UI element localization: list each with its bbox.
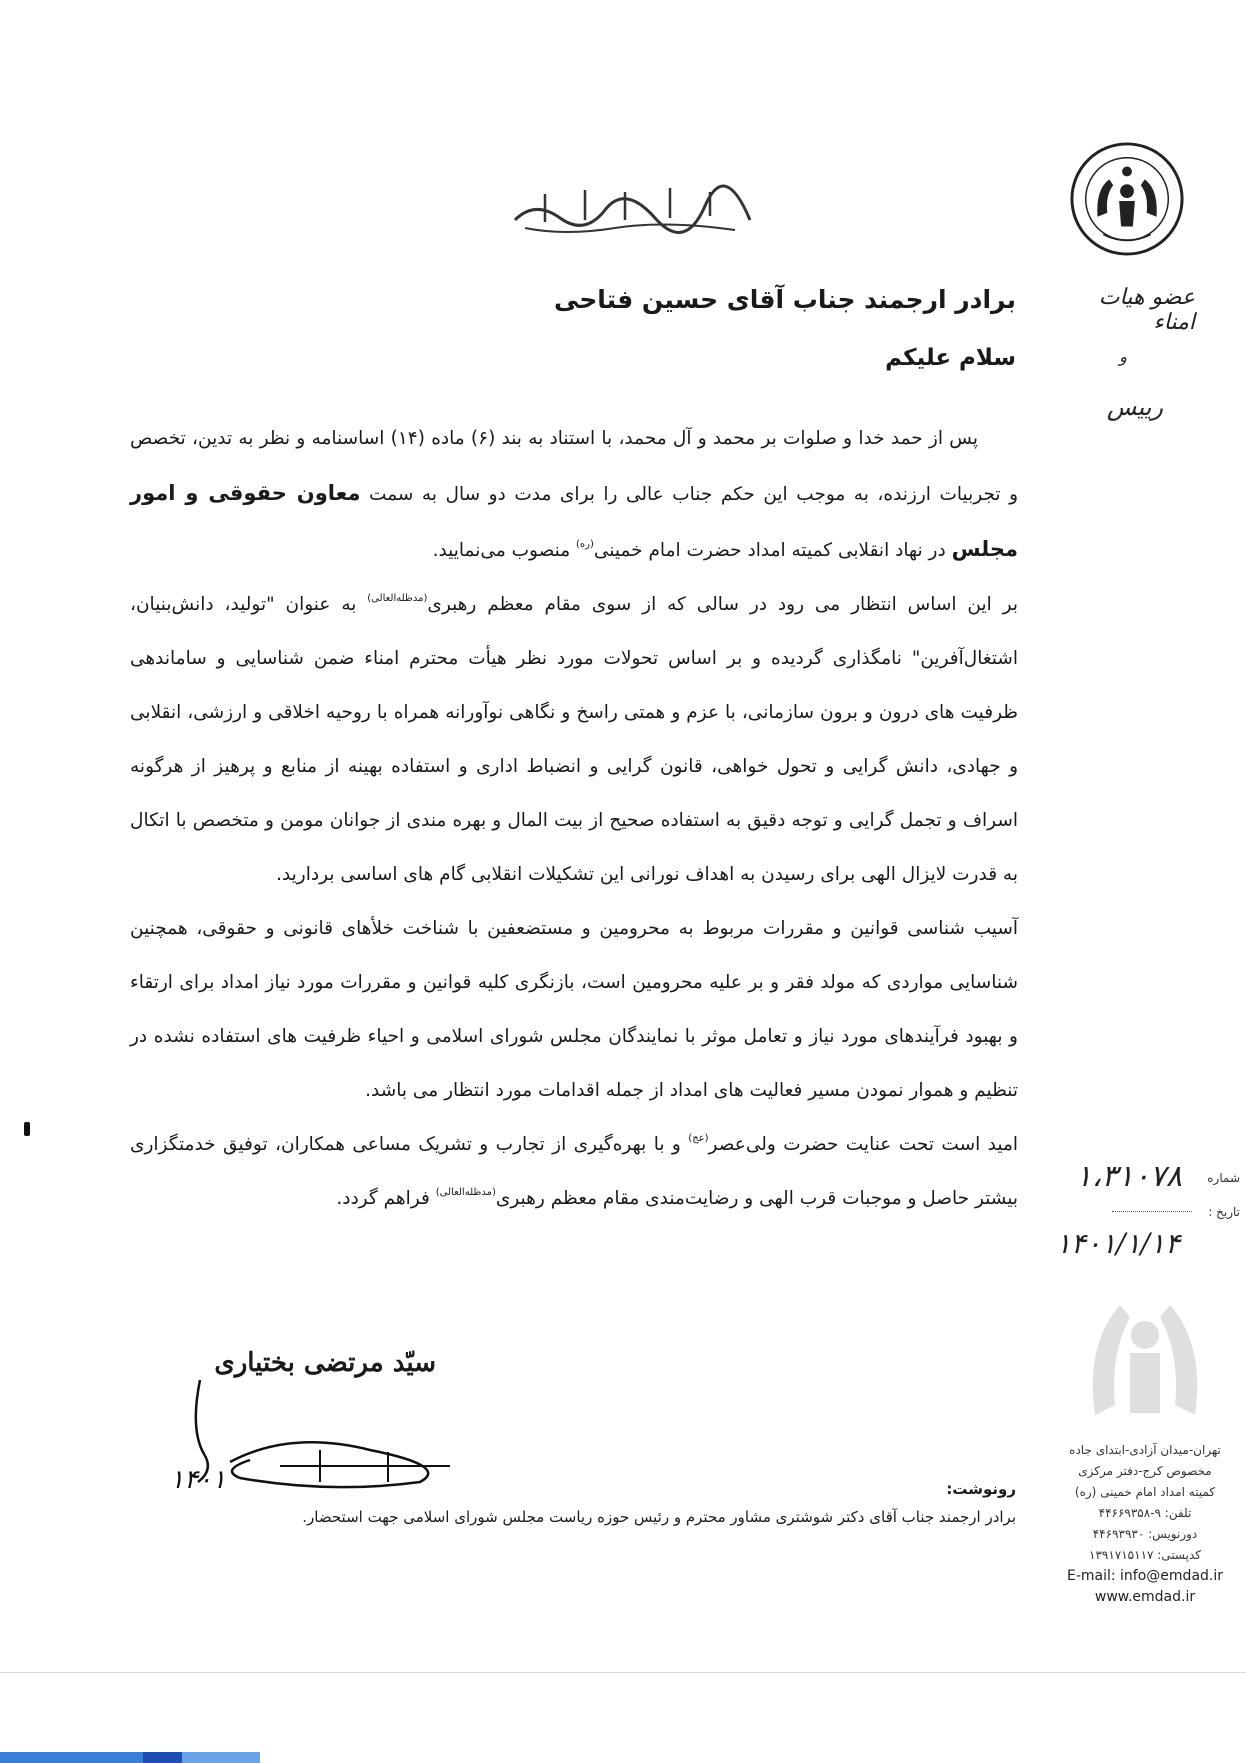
email: E-mail: info@emdad.ir — [1066, 1568, 1224, 1584]
watermark-logo-icon — [1075, 1265, 1215, 1445]
paragraph-duties: آسیب شناسی قوانین و مقررات مربوط به محرومین و مستضعفین با شناخت خلأهای قانونی و حقوقی، همچنین شناسایی مواردی که مولد فقر و بر علیه محرومین است، بازنگری کلیه قوانین و مقررات مورد نیاز امداد برای ارتقاء و بهبود فرآیندهای مورد نیاز و تعامل موثر با نمایندگان مجلس شورای اسلامی و احیاء ظرفیت های استفاده نشده در تنظیم و هموار نمودن مسیر فعالیت های امداد از جمله اقدامات مورد انتظار می باشد. — [130, 918, 1018, 1101]
footer-divider — [0, 1672, 1246, 1673]
paragraph-expectations: بر این اساس انتظار می رود در سالی که از سوی مقام معظم رهبری$^{(مدظله‌العالی)}$ به عنوان "تولید، دانش‌بنیان، اشتغال‌آفرین" نامگذاری گردیده و بر اساس تحولات مورد نظر هیأت محترم امناء ضمن شناسایی و ساماندهی ظرفیت های درون و برون سازمانی، با عزم و همتی راسخ و نگاهی نوآورانه همراه با روحیه اخلاقی و ارزشی، انقلابی و جهادی، دانش گرایی و تحول خواهی، قانون گرایی و انضباط اداری و استفاده بهینه از منابع و پرهیز از هرگونه اسراف و تجمل گرایی و توجه دقیق به استفاده صحیح از بیت المال و بهره مندی از جوانان مومن و متخصص با اتکال به قدرت لایزال الهی برای رسیدن به اهداف نورانی این تشکیلات انقلابی گام های اساسی بردارید. — [130, 593, 1018, 885]
signatory-name: سیّد مرتضی بختیاری — [214, 1348, 436, 1378]
letterhead-position-title — [1085, 285, 1195, 445]
position-line-1: عضو هیات امناء — [1098, 285, 1195, 335]
website: www.emdad.ir — [1094, 1589, 1196, 1605]
position-line-2: و — [1119, 347, 1127, 366]
letter-body — [130, 412, 1018, 1226]
fax: دورنویس: ۴۴۶۹۳۹۳۰ — [1092, 1527, 1198, 1541]
cc-text: برادر ارجمند جناب آقای دکتر شوشتری مشاور محترم و رئیس حوزه ریاست مجلس شورای اسلامی جهت استحضار. — [302, 1508, 1016, 1526]
date-label: تاریخ : — [1208, 1205, 1240, 1219]
scan-mark — [24, 1122, 30, 1136]
address-line-2: مخصوص کرج-دفتر مرکزی — [1078, 1464, 1212, 1478]
position-line-3: رییس — [1106, 393, 1163, 421]
handwritten-signature — [170, 1370, 500, 1495]
date-dotted-line — [1112, 1211, 1192, 1212]
cc-label: رونوشت: — [946, 1480, 1016, 1498]
position-title: معاون حقوقی و امور مجلس — [130, 481, 1018, 561]
number-label: شماره — [1207, 1171, 1240, 1185]
reference-block — [1055, 1159, 1240, 1260]
emdad-committee-seal-icon — [1068, 140, 1186, 258]
paragraph-appointment: پس از حمد خدا و صلوات بر محمد و آل محمد، با استناد به بند (۶) ماده (۱۴) اساسنامه و نظر به تدین، تخصص و تجربیات ارزنده، به موجب این حکم جناب عالی را برای مدت دو سال به سمت معاون حقوقی و امور مجلس در نهاد انقلابی کمیته امداد حضرت امام خمینی$^{(ره)}$ منصوب می‌نمایید. — [130, 428, 1018, 561]
letterhead-address — [1045, 1440, 1245, 1608]
address-line-1: تهران-میدان آزادی-ابتدای جاده — [1069, 1443, 1221, 1457]
recipient-line: برادر ارجمند جناب آقای حسین فتاحی — [553, 285, 1016, 314]
bismillah-calligraphy — [505, 180, 760, 240]
phone: تلفن: ۹-۴۴۶۶۹۳۵۸ — [1098, 1506, 1192, 1520]
letter-date: ۱۴۰۱/۱/۱۴ — [1055, 1227, 1180, 1260]
letter-number: ۱،۳۱۰۷۸ — [1075, 1159, 1182, 1194]
paragraph-closing: امید است تحت عنایت حضرت ولی‌عصر$^{(عج)}$ و با بهره‌گیری از تجارب و تشریک مساعی همکاران، توفیق خدمتگزاری بیشتر حاصل و موجبات قرب الهی و رضایت‌مندی مقام معظم رهبری$^{(مدظله‌العالی)}$ فراهم گردد. — [130, 1133, 1018, 1209]
scan-edge-strip — [0, 1752, 260, 1763]
postal-code: کدپستی: ۱۳۹۱۷۱۵۱۱۷ — [1089, 1548, 1201, 1562]
address-line-3: کمیته امداد امام خمینی (ره) — [1074, 1485, 1216, 1499]
signature-date: ۱۴۰۱ — [170, 1465, 226, 1495]
greeting: سلام علیکم — [885, 345, 1016, 371]
bismillah-text: بسم الله الرحمن الرحیم — [632, 238, 643, 239]
